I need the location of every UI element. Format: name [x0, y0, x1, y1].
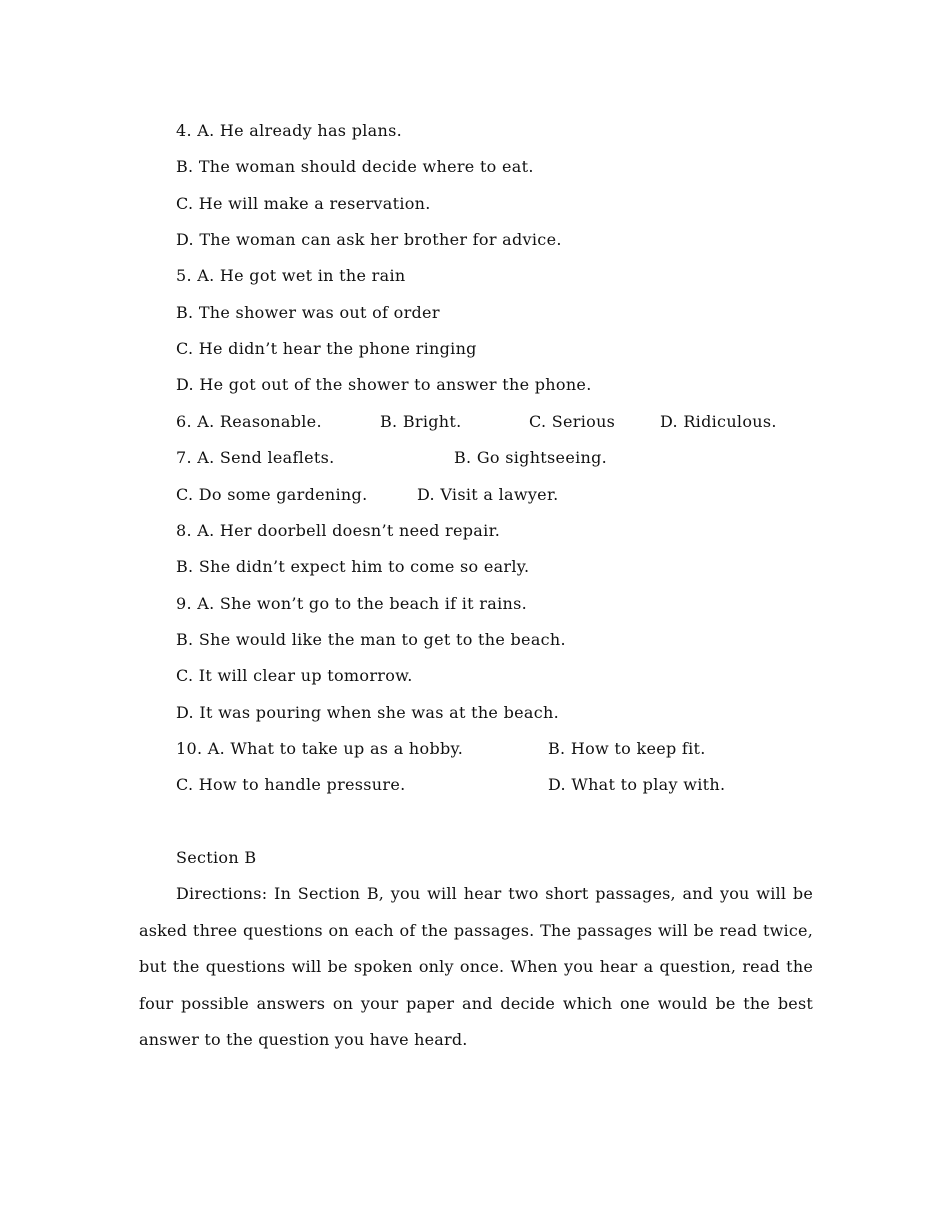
q4-option-b: B. The woman should decide where to eat. — [176, 157, 534, 176]
q9-option-b: B. She would like the man to get to the beach. — [176, 630, 566, 649]
q4-option-c: C. He will make a reservation. — [176, 194, 431, 213]
q7-option-b: B. Go sightseeing. — [454, 448, 608, 467]
q6-option-a: 6. A. Reasonable. — [176, 412, 322, 431]
q8-option-a: 8. A. Her doorbell doesn’t need repair. — [176, 521, 501, 540]
section-b-title: Section B — [176, 848, 257, 867]
q7-option-c: C. Do some gardening. — [176, 485, 368, 504]
q7-option-d: D. Visit a lawyer. — [417, 485, 559, 504]
q10-option-d: D. What to play with. — [548, 775, 726, 794]
q5-option-a: 5. A. He got wet in the rain — [176, 266, 406, 285]
q10-option-a: 10. A. What to take up as a hobby. — [176, 739, 464, 758]
q10-option-c: C. How to handle pressure. — [176, 775, 406, 794]
section-b-directions: Directions: In Section B, you will hear two short passages, and you will be asked three questions on each of the passages. The passages will be read twice, but the questions will be spoken only once. When you hear a question, read the four possible answers on your paper and decide which one would be the best answer to the question you have heard. — [139, 884, 813, 1049]
q6-option-d: D. Ridiculous. — [660, 412, 777, 431]
q5-option-b: B. The shower was out of order — [176, 303, 440, 322]
q6-option-b: B. Bright. — [380, 412, 462, 431]
q9-option-a: 9. A. She won’t go to the beach if it rains. — [176, 594, 527, 613]
q7-option-a: 7. A. Send leaflets. — [176, 448, 335, 467]
q5-option-d: D. He got out of the shower to answer the phone. — [176, 375, 592, 394]
q4-option-d: D. The woman can ask her brother for advice. — [176, 230, 562, 249]
q4-option-a: 4. A. He already has plans. — [176, 121, 403, 140]
q5-option-c: C. He didn’t hear the phone ringing — [176, 339, 477, 358]
q9-option-c: C. It will clear up tomorrow. — [176, 666, 413, 685]
q10-option-b: B. How to keep fit. — [548, 739, 706, 758]
q9-option-d: D. It was pouring when she was at the beach. — [176, 703, 559, 722]
q6-option-c: C. Serious — [529, 412, 616, 431]
q8-option-b: B. She didn’t expect him to come so early. — [176, 557, 530, 576]
